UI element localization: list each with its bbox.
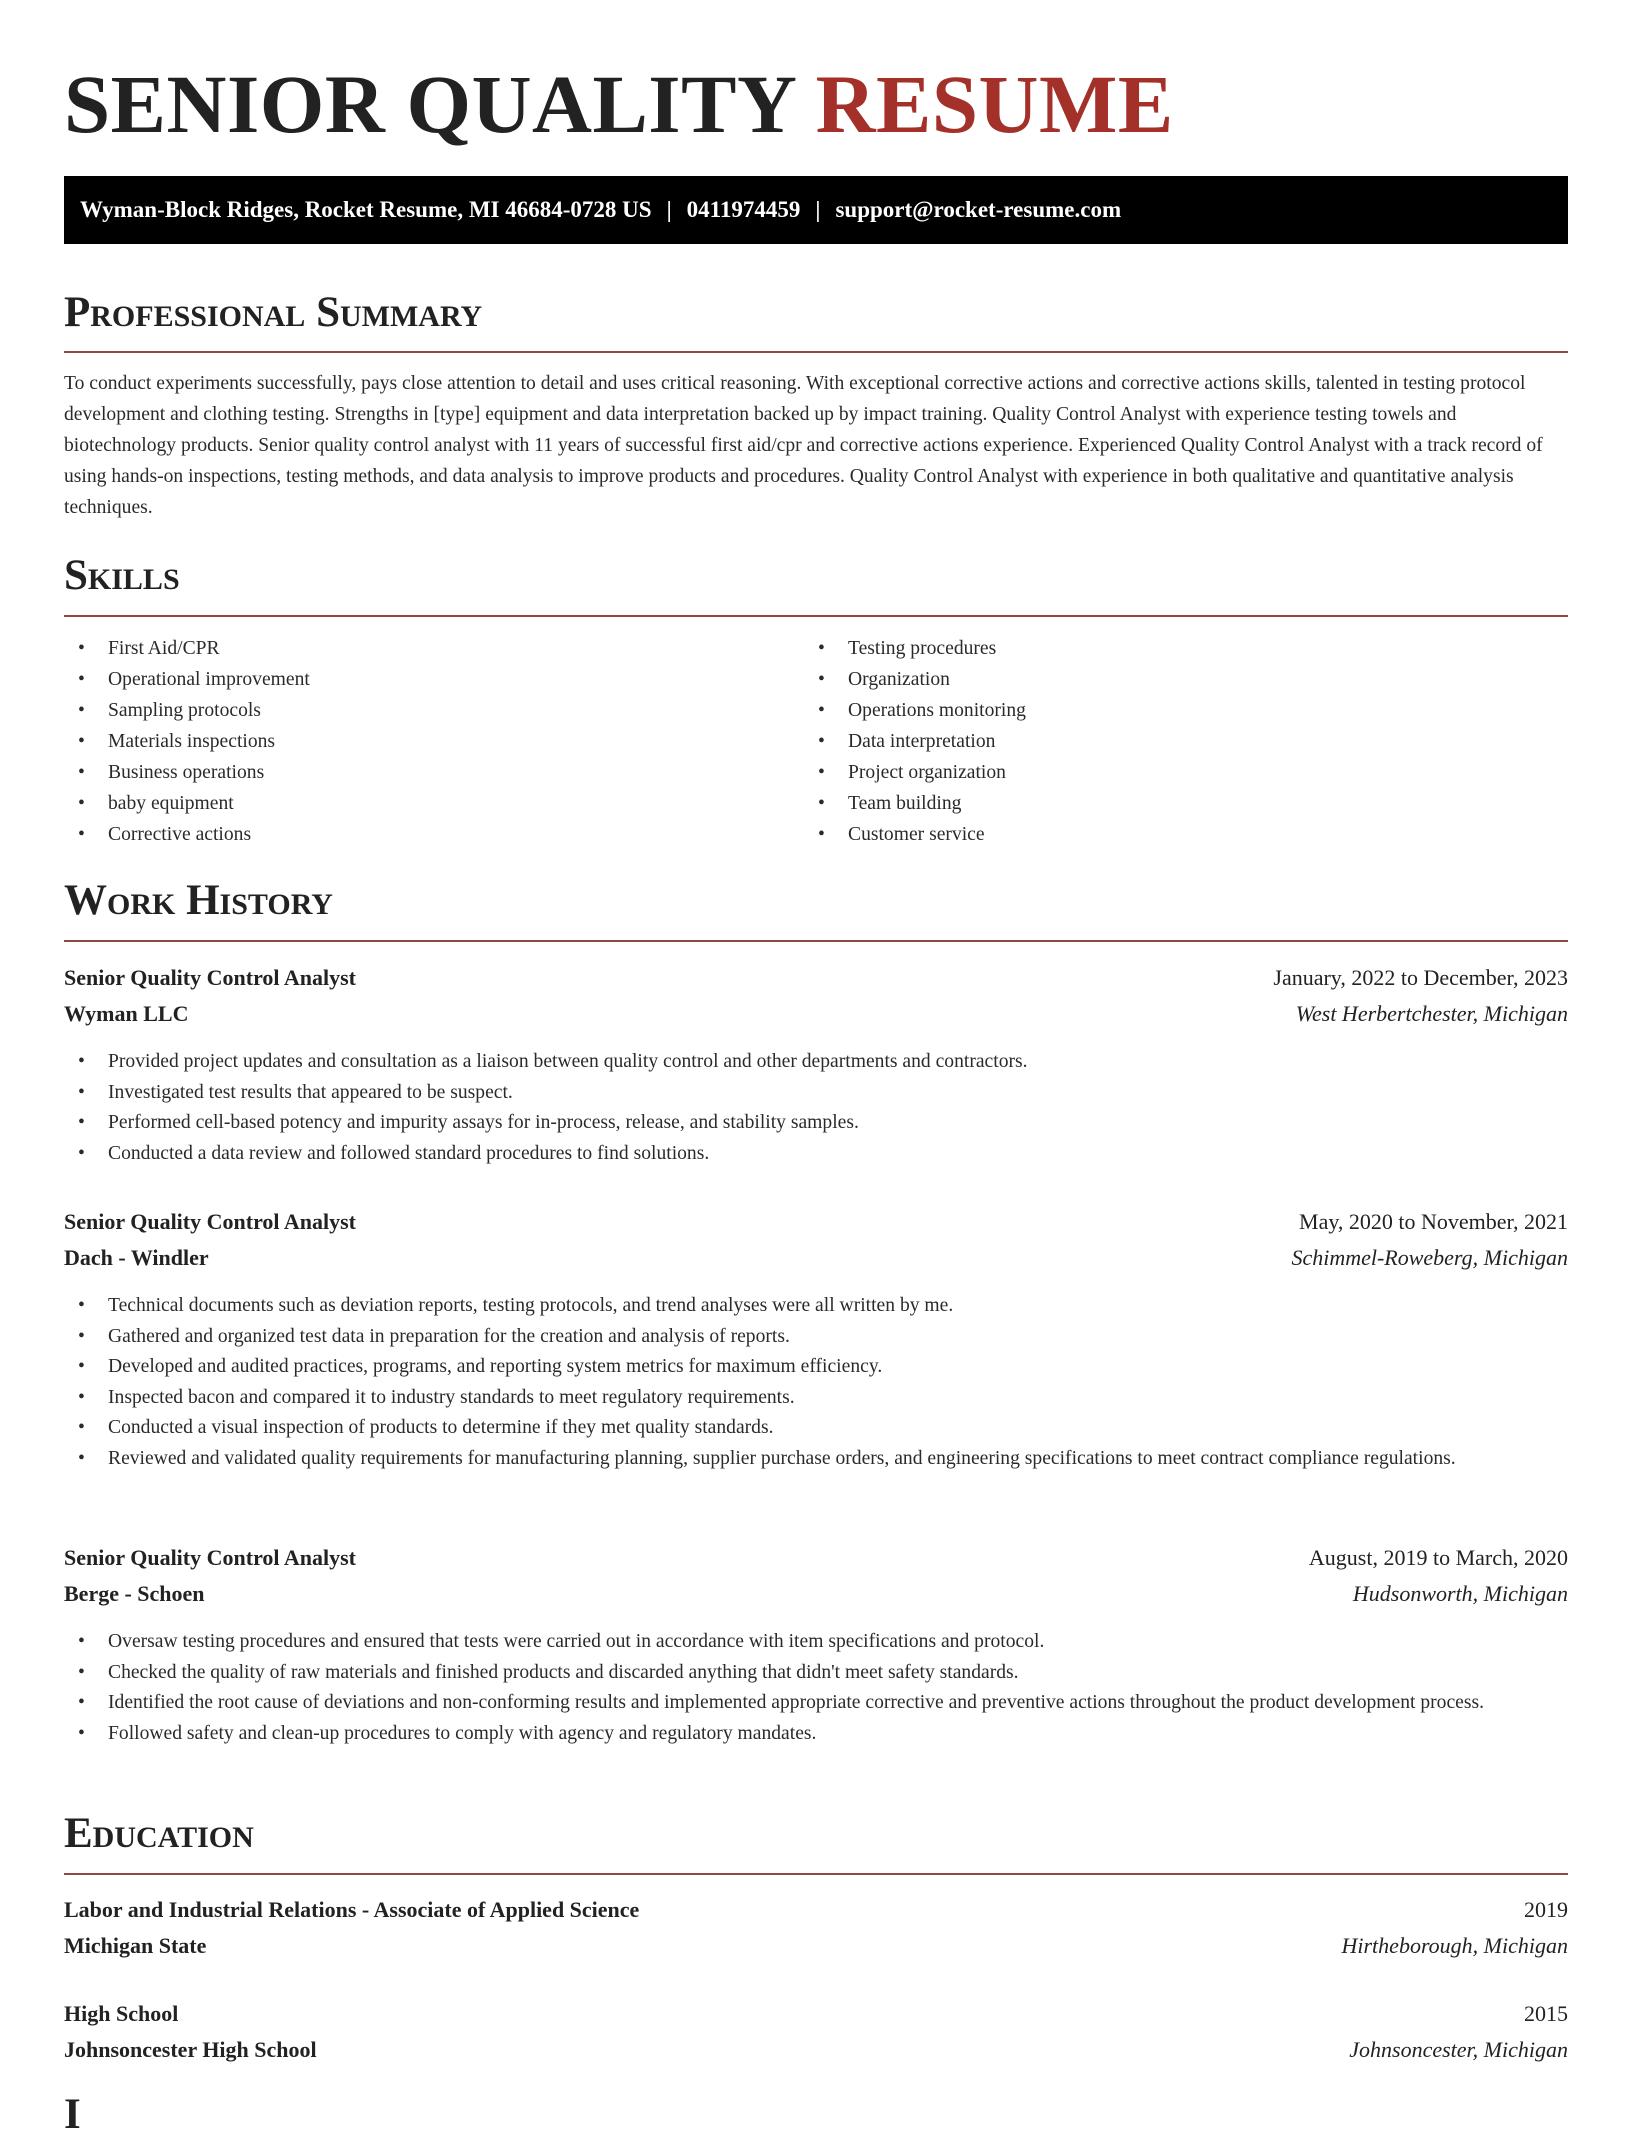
education-degree: High School bbox=[64, 2001, 179, 2026]
skill-item: • Testing procedures bbox=[804, 633, 1026, 664]
job-location: Hudsonworth, Michigan bbox=[1352, 1581, 1568, 1606]
section-divider bbox=[64, 1873, 1568, 1875]
skill-item: • Project organization bbox=[804, 757, 1026, 788]
job-duties-list bbox=[64, 1627, 1568, 1749]
education-location: Johnsoncester, Michigan bbox=[1349, 2037, 1568, 2062]
skills-heading: Skills bbox=[64, 552, 180, 599]
skill-item: • Data interpretation bbox=[804, 726, 1026, 757]
education-header-row bbox=[64, 1997, 1568, 2031]
job-duty: • Checked the quality of raw materials and finished products and discarded anything that didn't meet safety standards. bbox=[64, 1658, 1568, 1689]
job-duty: • Developed and audited practices, programs, and reporting system metrics for maximum efficiency. bbox=[64, 1352, 1568, 1383]
job-dates: August, 2019 to March, 2020 bbox=[1308, 1545, 1568, 1570]
job-duties-list bbox=[64, 1291, 1568, 1474]
education-year: 2019 bbox=[1524, 1897, 1568, 1922]
job-title: Senior Quality Control Analyst bbox=[64, 1209, 356, 1234]
contact-separator: | bbox=[666, 197, 672, 222]
job-duty: • Identified the root cause of deviations and non-conforming results and implemented appropriate corrective and preventive actions throughout the product development process. bbox=[64, 1688, 1568, 1719]
job-duty: • Provided project updates and consultation as a liaison between quality control and other departments and contractors. bbox=[64, 1047, 1568, 1078]
skill-item: • Operational improvement bbox=[64, 664, 310, 695]
education-degree: Labor and Industrial Relations - Associate of Applied Science bbox=[64, 1897, 640, 1922]
contact-bar bbox=[64, 176, 1568, 244]
section-divider bbox=[64, 615, 1568, 617]
skills-list-right bbox=[804, 633, 1026, 850]
skill-item: • Corrective actions bbox=[64, 819, 310, 850]
job-duty: • Technical documents such as deviation reports, testing protocols, and trend analyses were all written by me. bbox=[64, 1291, 1568, 1322]
title-part-1: SENIOR QUALITY bbox=[64, 58, 795, 150]
job-duty: • Oversaw testing procedures and ensured that tests were carried out in accordance with item specifications and protocol. bbox=[64, 1627, 1568, 1658]
skills-list-left bbox=[64, 633, 310, 850]
job-duty: • Investigated test results that appeared to be suspect. bbox=[64, 1078, 1568, 1109]
skill-item: • Sampling protocols bbox=[64, 695, 310, 726]
job-header-row bbox=[64, 1541, 1568, 1575]
contact-email: support@rocket-resume.com bbox=[835, 197, 1122, 222]
contact-separator: | bbox=[815, 197, 821, 222]
job-duty: • Conducted a visual inspection of products to determine if they met quality standards. bbox=[64, 1413, 1568, 1444]
title-part-2: RESUME bbox=[815, 58, 1174, 150]
section-divider bbox=[64, 351, 1568, 353]
contact-address: Wyman-Block Ridges, Rocket Resume, MI 46684-0728 US bbox=[80, 197, 652, 222]
skill-item: • Business operations bbox=[64, 757, 310, 788]
job-duty: • Followed safety and clean-up procedures to comply with agency and regulatory mandates. bbox=[64, 1719, 1568, 1750]
job-duty: • Performed cell-based potency and impurity assays for in-process, release, and stability samples. bbox=[64, 1108, 1568, 1139]
skill-item: • Customer service bbox=[804, 819, 1026, 850]
resume-title bbox=[64, 58, 1174, 150]
education-location: Hirtheborough, Michigan bbox=[1341, 1933, 1568, 1958]
education-year: 2015 bbox=[1524, 2001, 1568, 2026]
education-school: Johnsoncester High School bbox=[64, 2037, 317, 2062]
skill-item: • First Aid/CPR bbox=[64, 633, 310, 664]
skill-item: • Materials inspections bbox=[64, 726, 310, 757]
job-duties-list bbox=[64, 1047, 1568, 1169]
job-company: Berge - Schoen bbox=[64, 1581, 205, 1606]
contact-phone: 0411974459 bbox=[686, 197, 801, 222]
skill-item: • Organization bbox=[804, 664, 1026, 695]
summary-heading: Professional Summary bbox=[64, 289, 483, 336]
education-school: Michigan State bbox=[64, 1933, 207, 1958]
job-company: Wyman LLC bbox=[64, 1001, 189, 1026]
skill-item: • Team building bbox=[804, 788, 1026, 819]
job-duty: • Conducted a data review and followed standard procedures to find solutions. bbox=[64, 1139, 1568, 1170]
job-company-row bbox=[64, 1577, 1568, 1611]
job-location: West Herbertchester, Michigan bbox=[1295, 1001, 1568, 1026]
next-section-heading: I bbox=[64, 2091, 81, 2138]
job-duty: • Gathered and organized test data in preparation for the creation and analysis of reports. bbox=[64, 1322, 1568, 1353]
skill-item: • baby equipment bbox=[64, 788, 310, 819]
job-company-row bbox=[64, 997, 1568, 1031]
work-history-heading: Work History bbox=[64, 877, 333, 924]
job-header-row bbox=[64, 961, 1568, 995]
skill-item: • Operations monitoring bbox=[804, 695, 1026, 726]
job-dates: January, 2022 to December, 2023 bbox=[1273, 965, 1568, 990]
job-duty: • Reviewed and validated quality requirements for manufacturing planning, supplier purchase orders, and engineering specifications to meet contract compliance regulations. bbox=[64, 1444, 1568, 1475]
job-dates: May, 2020 to November, 2021 bbox=[1299, 1209, 1568, 1234]
job-company: Dach - Windler bbox=[64, 1245, 209, 1270]
summary-text: To conduct experiments successfully, pays close attention to detail and uses critical reasoning. With exceptional corrective actions and corrective actions skills, talented in testing protocol development and clothing testing. Strengths in [type] equipment and data interpretation backed up by impact training. Quality Control Analyst with experience testing towels and biotechnology products. Senior quality control analyst with 11 years of successful first aid/cpr and corrective actions experience. Experienced Quality Control Analyst with a track record of using hands-on inspections, testing methods, and data analysis to improve products and procedures. Quality Control Analyst with experience in both qualitative and quantitative analysis techniques. bbox=[64, 373, 1543, 518]
education-header-row bbox=[64, 1893, 1568, 1927]
job-location: Schimmel-Roweberg, Michigan bbox=[1291, 1245, 1568, 1270]
education-school-row bbox=[64, 2033, 1568, 2067]
job-company-row bbox=[64, 1241, 1568, 1275]
section-divider bbox=[64, 940, 1568, 942]
education-school-row bbox=[64, 1929, 1568, 1963]
education-heading: Education bbox=[64, 1810, 254, 1857]
job-header-row bbox=[64, 1205, 1568, 1239]
job-title: Senior Quality Control Analyst bbox=[64, 1545, 356, 1570]
job-title: Senior Quality Control Analyst bbox=[64, 965, 356, 990]
job-duty: • Inspected bacon and compared it to industry standards to meet regulatory requirements. bbox=[64, 1383, 1568, 1414]
